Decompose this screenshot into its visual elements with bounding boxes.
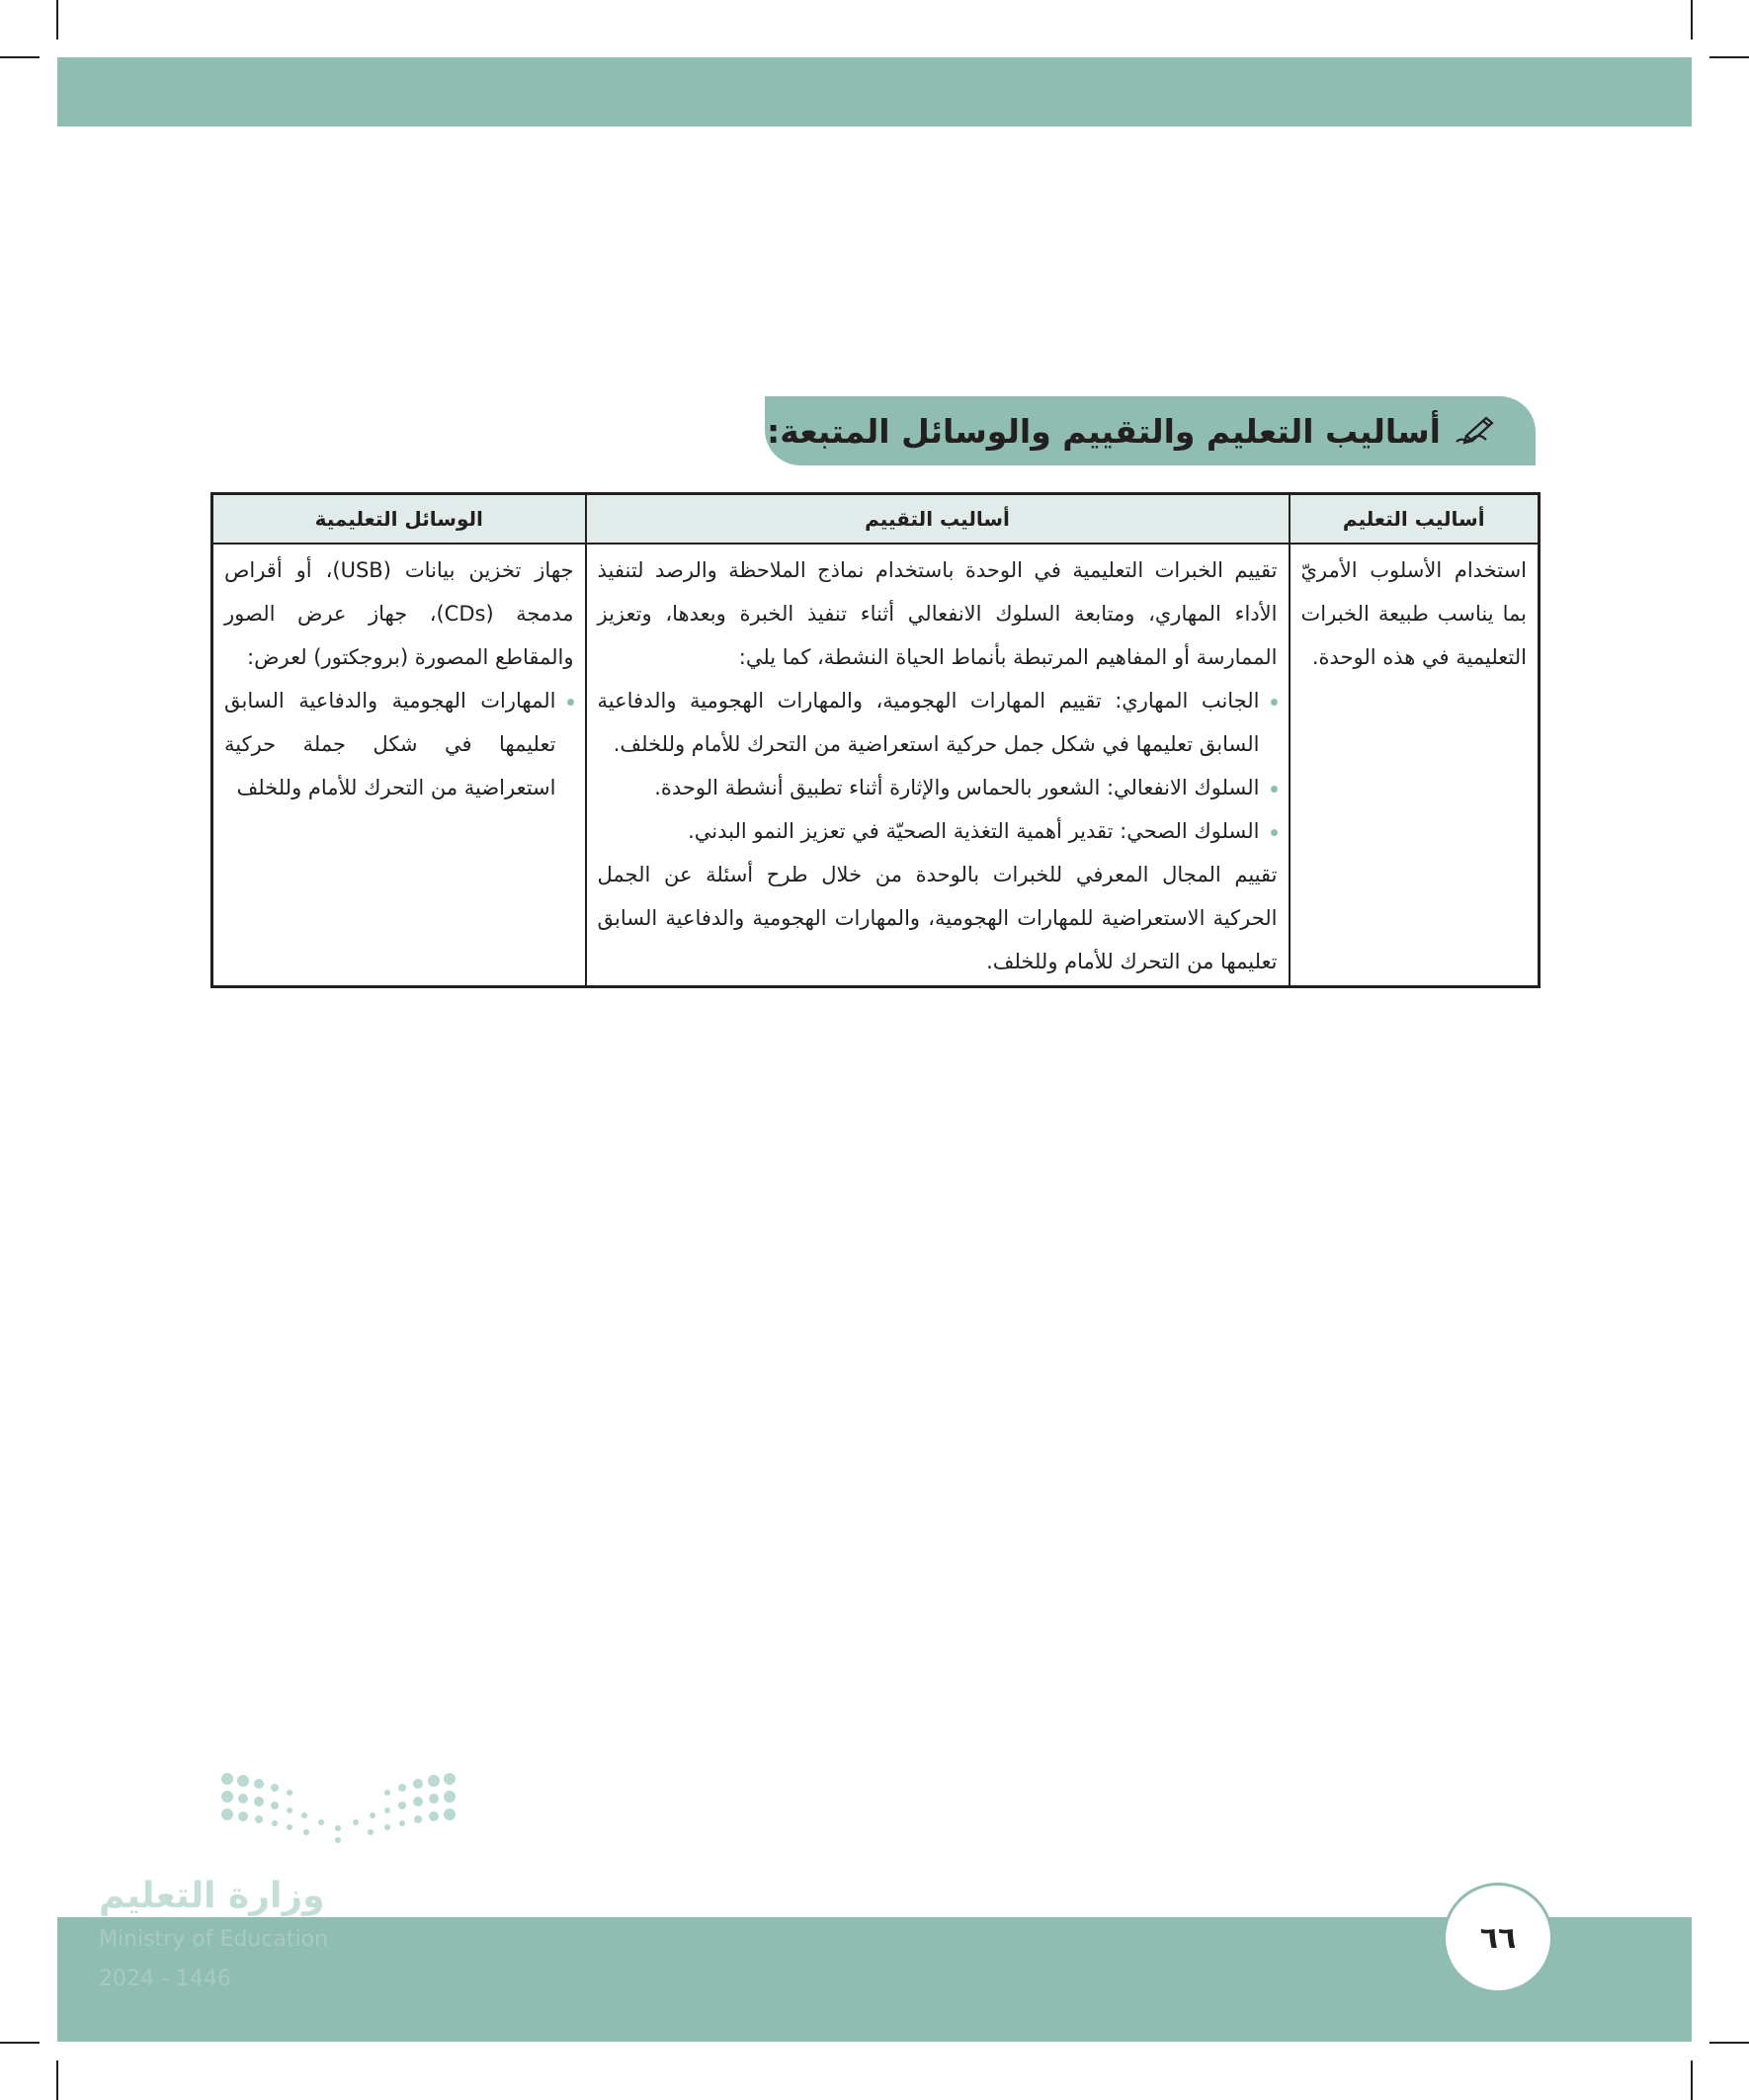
- tools-bullet-text: المهارات الهجومية والدفاعية السابق تعليمها في شكل جملة حركية استعراضية من التحرك للأمام وللخلف: [224, 689, 556, 799]
- header-assessment-methods: أساليب التقييم: [586, 494, 1290, 545]
- crop-mark: [1691, 2060, 1693, 2100]
- assessment-intro: تقييم الخبرات التعليمية في الوحدة باستخدام نماذج الملاحظة والرصد لتنفيذ الأداء المهاري، ومتابعة السلوك الانفعالي أثناء تنفيذ الخبرة وبعدها، وتعزيز الممارسة أو المفاهيم المرتبطة بأنماط الحياة النشطة، كما يلي:: [597, 558, 1278, 669]
- ministry-name-arabic: وزارة التعليم: [99, 1876, 325, 1916]
- tools-intro: جهاز تخزين بيانات (USB)، أو أقراص مدمجة (CDs)، جهاز عرض الصور والمقاطع المصورة (بروجكتور) لعرض:: [224, 558, 574, 669]
- section-title-box: [765, 396, 1536, 465]
- crop-mark: [1709, 56, 1749, 58]
- assessment-bullet-text: السلوك الانفعالي: الشعور بالحماس والإثارة أثناء تطبيق أنشطة الوحدة.: [654, 776, 1260, 799]
- assessment-bullet-text: السلوك الصحي: تقدير أهمية التغذية الصحيّة في تعزيز النمو البدني.: [688, 819, 1260, 843]
- page-number: ٦٦: [1479, 1920, 1517, 1956]
- section-title: أساليب التعليم والتقييم والوسائل المتبعة:: [767, 411, 1441, 451]
- teaching-methods-text: استخدام الأسلوب الأمريّ بما يناسب طبيعة الخبرات التعليمية في هذه الوحدة.: [1300, 558, 1527, 669]
- crop-mark: [56, 0, 58, 40]
- crop-mark: [56, 2060, 58, 2100]
- header-band: [57, 57, 1692, 126]
- header-teaching-methods: أساليب التعليم: [1290, 494, 1540, 545]
- cell-teaching-tools: [212, 544, 586, 987]
- bullet-dot-icon: [567, 699, 574, 706]
- crop-mark: [0, 56, 40, 58]
- table-row: [212, 544, 1540, 987]
- assessment-bullet-text: الجانب المهاري: تقييم المهارات الهجومية، والمهارات الهجومية والدفاعية السابق تعليمها في شكل جمل حركية استعراضية من التحرك للأمام وللخلف.: [597, 689, 1260, 756]
- pencil-writing-icon: [1453, 414, 1496, 448]
- crop-mark: [1709, 2042, 1749, 2044]
- tools-bullet: [224, 679, 574, 809]
- page-number-badge: [1443, 1883, 1553, 1993]
- assessment-bullet: [598, 679, 1278, 766]
- assessment-bullet: [598, 766, 1278, 809]
- crop-mark: [0, 2042, 40, 2044]
- assessment-closing: تقييم المجال المعرفي للخبرات بالوحدة من خلال طرح أسئلة عن الجمل الحركية الاستعراضية للمهارات الهجومية، والمهارات الهجومية والدفاعية السابق تعليمها من التحرك للأمام وللخلف.: [597, 863, 1278, 973]
- cell-teaching-methods: [1290, 544, 1540, 987]
- table-header-row: [212, 494, 1540, 545]
- cell-assessment-methods: [586, 544, 1290, 987]
- header-teaching-tools: الوسائل التعليمية: [212, 494, 586, 545]
- bullet-dot-icon: [1271, 829, 1278, 836]
- methods-table: [210, 492, 1541, 988]
- ministry-name-english: Ministry of Education: [99, 1927, 329, 1952]
- crop-mark: [1691, 0, 1693, 40]
- ministry-year: 2024 - 1446: [99, 1967, 231, 1991]
- bullet-dot-icon: [1271, 786, 1278, 793]
- bullet-dot-icon: [1271, 699, 1278, 706]
- assessment-bullet: [598, 809, 1278, 853]
